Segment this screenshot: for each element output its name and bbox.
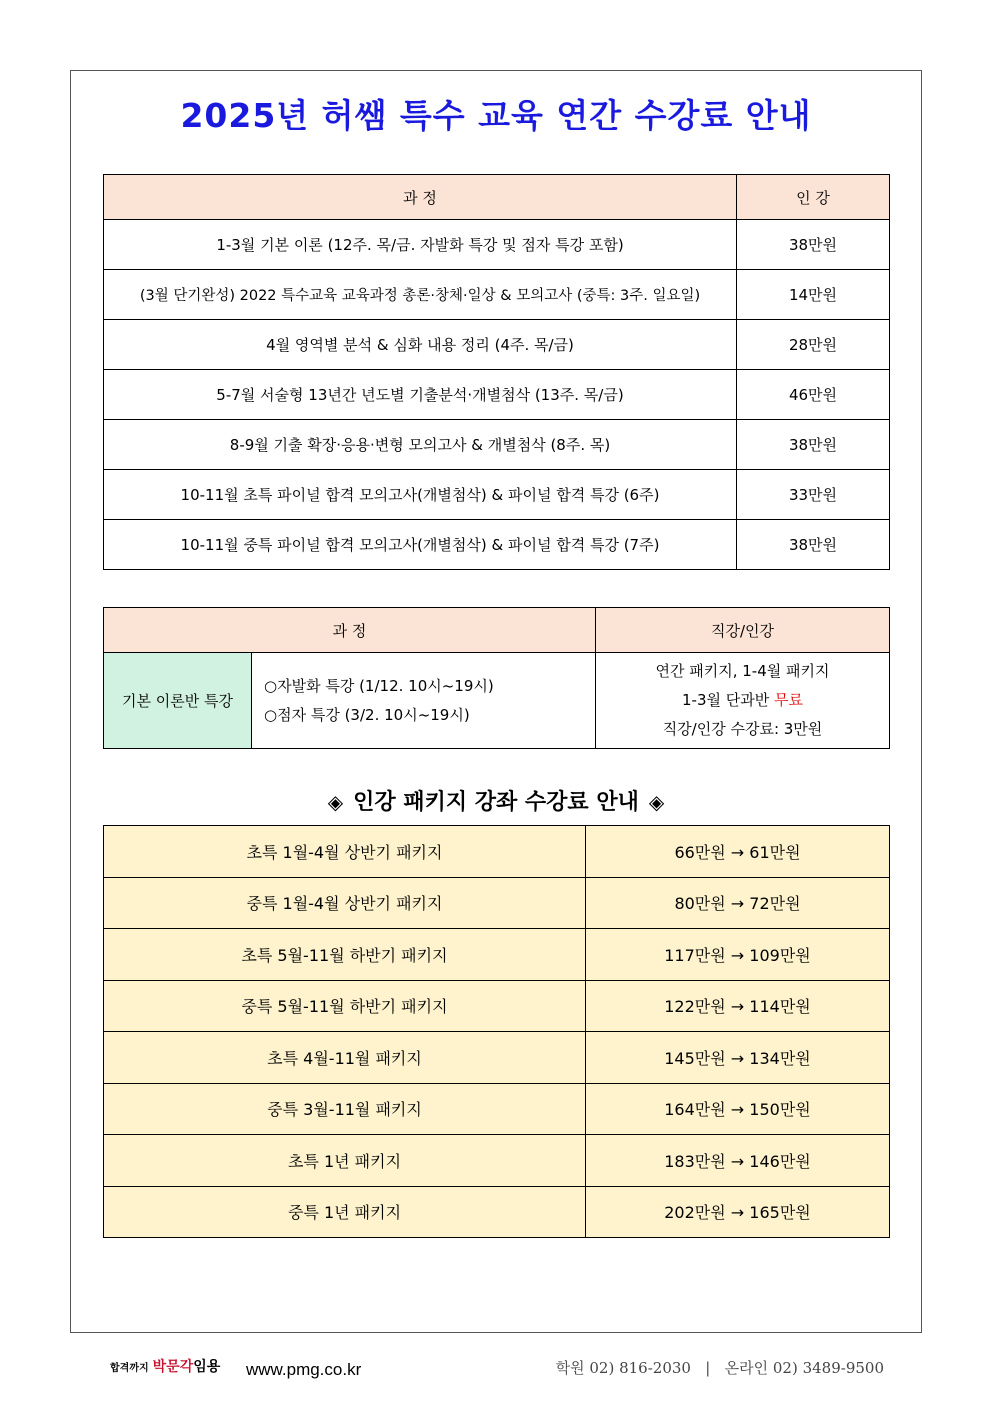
fee-line-prefix: 1-3월 단과반	[682, 691, 774, 709]
free-badge: 무료	[774, 691, 803, 709]
table-row	[104, 520, 890, 570]
special-item: ○자발화 특강 (1/12. 10시~19시)	[264, 676, 494, 695]
course-name: 1-3월 기본 이론 (12주. 목/금. 자발화 특강 및 점자 특강 포함)	[104, 220, 737, 270]
course-fee: 38만원	[737, 420, 890, 470]
diamond-icon: ◈	[327, 790, 344, 814]
package-price: 122만원 → 114만원	[586, 980, 890, 1032]
diamond-icon: ◈	[648, 790, 665, 814]
delivery-header: 직강/인강	[596, 608, 890, 653]
package-price: 145만원 → 134만원	[586, 1032, 890, 1084]
package-price: 183만원 → 146만원	[586, 1135, 890, 1187]
table-row	[104, 1135, 890, 1187]
table-row	[104, 826, 890, 878]
packages-table	[103, 825, 890, 1238]
table-row	[104, 1032, 890, 1084]
packages-title	[0, 785, 992, 816]
special-label: 기본 이론반 특강	[104, 653, 252, 749]
table-row	[104, 420, 890, 470]
course-header: 과 정	[104, 175, 737, 220]
package-name: 중특 3월-11월 패키지	[104, 1083, 586, 1135]
package-price: 66만원 → 61만원	[586, 826, 890, 878]
table-row	[104, 1083, 890, 1135]
course-name: (3월 단기완성) 2022 특수교육 교육과정 총론·창체·일상 & 모의고사 (중특: 3주. 일요일)	[104, 270, 737, 320]
course-name: 5-7월 서술형 13년간 년도별 기출분석·개별첨삭 (13주. 목/금)	[104, 370, 737, 420]
course-fee: 14만원	[737, 270, 890, 320]
table-row	[104, 653, 890, 749]
package-name: 초특 5월-11월 하반기 패키지	[104, 929, 586, 981]
special-lecture-table	[103, 607, 890, 749]
package-name: 초특 4월-11월 패키지	[104, 1032, 586, 1084]
course-name: 10-11월 초특 파이널 합격 모의고사(개별첨삭) & 파이널 합격 특강 (6주)	[104, 470, 737, 520]
table-row	[104, 929, 890, 981]
table-row	[104, 1186, 890, 1238]
contact-info: 학원 02) 816-2030 | 온라인 02) 3489-9500	[555, 1359, 884, 1377]
table-row	[104, 270, 890, 320]
course-name: 4월 영역별 분석 & 심화 내용 정리 (4주. 목/금)	[104, 320, 737, 370]
course-fee: 46만원	[737, 370, 890, 420]
package-name: 중특 1월-4월 상반기 패키지	[104, 877, 586, 929]
package-price: 164만원 → 150만원	[586, 1083, 890, 1135]
fee-line	[596, 686, 889, 715]
table-row	[104, 370, 890, 420]
package-name: 초특 1년 패키지	[104, 1135, 586, 1187]
course-fee: 38만원	[737, 520, 890, 570]
course-header: 과 정	[104, 608, 596, 653]
table-row	[104, 470, 890, 520]
package-price: 117만원 → 109만원	[586, 929, 890, 981]
course-fee: 28만원	[737, 320, 890, 370]
brand-slogan: 합격까지	[110, 1363, 149, 1374]
package-price: 202만원 → 165만원	[586, 1186, 890, 1238]
special-fee	[596, 653, 890, 749]
special-item: ○점자 특강 (3/2. 10시~19시)	[264, 705, 470, 724]
special-items	[252, 653, 596, 749]
brand-sub: 임용	[193, 1359, 221, 1375]
courses-table-header	[104, 175, 890, 220]
package-name: 중특 5월-11월 하반기 패키지	[104, 980, 586, 1032]
brand-logo[interactable]	[110, 1356, 220, 1376]
table-row	[104, 320, 890, 370]
fee-line: 연간 패키지, 1-4월 패키지	[655, 662, 830, 680]
package-name: 중특 1년 패키지	[104, 1186, 586, 1238]
website-link[interactable]: www.pmg.co.kr	[246, 1360, 362, 1379]
brand-name	[153, 1359, 221, 1375]
packages-title-text: 인강 패키지 강좌 수강료 안내	[353, 790, 639, 815]
course-name: 8-9월 기출 확장·응용·변형 모의고사 & 개별첨삭 (8주. 목)	[104, 420, 737, 470]
brand-main: 박문각	[152, 1359, 194, 1375]
table-row	[104, 877, 890, 929]
table-row	[104, 980, 890, 1032]
table-row	[104, 220, 890, 270]
fee-header: 인 강	[737, 175, 890, 220]
course-fee: 33만원	[737, 470, 890, 520]
courses-table	[103, 174, 890, 570]
course-fee: 38만원	[737, 220, 890, 270]
package-price: 80만원 → 72만원	[586, 877, 890, 929]
fee-line: 직강/인강 수강료: 3만원	[662, 720, 823, 738]
package-name: 초특 1월-4월 상반기 패키지	[104, 826, 586, 878]
course-name: 10-11월 중특 파이널 합격 모의고사(개별첨삭) & 파이널 합격 특강 (7주)	[104, 520, 737, 570]
special-table-header	[104, 608, 890, 653]
page-title: 2025년 허쌤 특수 교육 연간 수강료 안내	[180, 96, 812, 135]
